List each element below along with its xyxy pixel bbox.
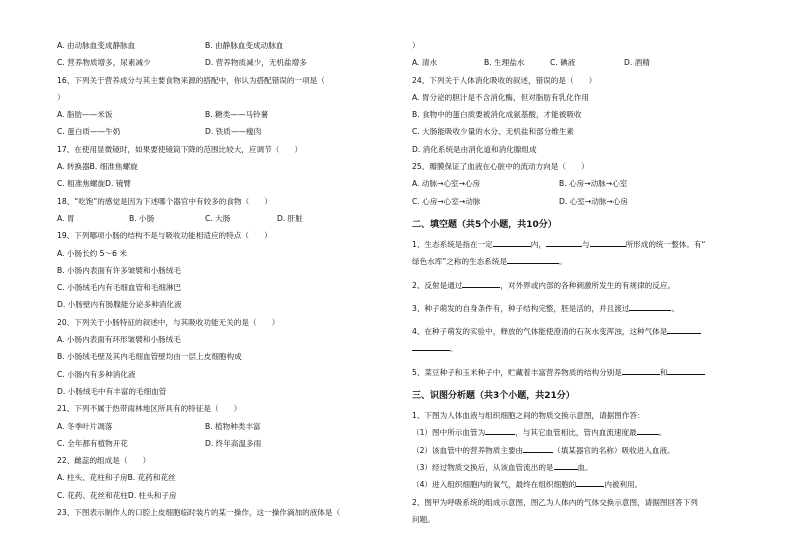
fill-1-text-a: 1、生态系统是指在一定 — [412, 239, 493, 249]
read-1-q4-blank[interactable] — [576, 476, 604, 487]
fill-3-text-b: 。 — [671, 303, 680, 313]
fill-5 — [412, 364, 757, 381]
q16-option-b: B. 糖类——马铃薯 — [205, 110, 269, 120]
fill-4-text-b: 。 — [450, 344, 458, 354]
q16-options-row2 — [57, 123, 392, 140]
read-1-q4 — [412, 476, 757, 493]
fill-1-blank-4[interactable] — [507, 253, 559, 264]
q21-options-row1 — [57, 418, 392, 435]
read-1-q1-text-b: ，与其它血管相比，管内血流速度最 — [515, 428, 637, 438]
fill-1-text-f: 。 — [559, 257, 567, 267]
q16-option-d: D. 铁质——瘦肉 — [205, 127, 262, 137]
q25-options-row2 — [412, 193, 757, 210]
q15-options-row1 — [57, 37, 392, 54]
q18-stem: 18、“吃饱”的感觉是因为下述哪个器官中有较多的食物（ ） — [57, 196, 272, 206]
fill-1-line1 — [412, 236, 757, 253]
q19-stem: 19、下列哪项小肠的结构不是与吸收功能相适应的特点（ ） — [57, 231, 272, 241]
q21-stem: 21、下列不属于热带雨林地区所具有的特征是（ ） — [57, 404, 242, 414]
q16-option-a: A. 脂肪——米饭 — [57, 110, 113, 120]
section-figure-analysis-title: 三、识图分析题（共3个小题，共21分） — [412, 391, 575, 402]
read-2-stem: 2、图甲为呼吸系统的组成示意图，图乙为人体内的气体交换示意图，请据图回答下列 — [412, 497, 698, 507]
read-1-q1 — [412, 424, 757, 441]
q17-options-row1: A. 转换器B. 细准焦螺旋 — [57, 162, 138, 172]
q17-stem: 17、在使用显微镜时，如果要使镜筒下降的范围比较大，应调节（ ） — [57, 144, 303, 154]
q16-stem-close: ） — [57, 92, 65, 102]
q15-option-a: A. 由动脉血变成静脉血 — [57, 41, 136, 50]
section-fill-blank-title: 二、填空题（共5个小题，共10分） — [412, 219, 557, 230]
q22-options-row1: A. 柱头、花柱和子房B. 花药和花丝 — [57, 473, 176, 483]
read-1-stem: 1、下图为人体血液与组织细胞之间的物质交换示意图，请据图作答： — [412, 411, 645, 421]
q24-option-a: A. 胃分泌的胆汁是不含消化酶，但对脂肪有乳化作用 — [412, 92, 589, 102]
read-1-q4-text-b: 内被利用。 — [604, 480, 643, 490]
q19-option-d: D. 小肠壁内有肠腺能分泌多种消化液 — [57, 300, 182, 310]
q24-option-c: C. 大肠能吸收少量的水分、无机盐和部分维生素 — [412, 127, 575, 137]
fill-3-text-a: 3、种子萌发的自身条件有，种子结构完整，胚是活的，并且渡过 — [412, 303, 630, 313]
q18-option-b: B. 小肠 — [129, 213, 155, 223]
q18-option-d: D. 肝脏 — [277, 213, 303, 223]
q24-stem: 24、下列关于人体消化吸收的叙述，错误的是（ ） — [412, 75, 597, 85]
q23-stem-close: ） — [412, 41, 420, 50]
q20-option-d: D. 小肠绒毛中有丰富的毛细血管 — [57, 386, 167, 396]
q19-option-b: B. 小肠内表面有许多皱襞和小肠绒毛 — [57, 265, 181, 275]
read-1-q2 — [412, 442, 757, 459]
q17-options-row2: C. 粗准焦螺旋D. 镜臂 — [57, 179, 131, 189]
q15-option-b: B. 由静脉血变成动脉血 — [205, 41, 284, 50]
fill-1-text-e: 绿色水库”之称的生态系统是 — [412, 257, 508, 267]
fill-3 — [412, 300, 757, 317]
q20-option-c: C. 小肠内有多种消化液 — [57, 369, 136, 379]
q15-option-c: C. 营养物质增多，尿素减少 — [57, 58, 151, 68]
read-1-q2-text-a: （2）该血管中的营养物质主要由 — [412, 445, 524, 455]
fill-4-line2 — [412, 340, 757, 357]
fill-4-blank-2[interactable] — [412, 340, 450, 351]
q23-option-c: C. 碘液 — [550, 58, 576, 68]
q15-options-row2 — [57, 54, 392, 71]
fill-1-blank-3[interactable] — [590, 236, 626, 247]
read-1-q3-blank[interactable] — [554, 459, 578, 470]
read-1-q1-blank-1[interactable] — [485, 424, 515, 435]
fill-2-blank[interactable] — [462, 277, 500, 288]
fill-1-text-d: 所形成的统一整体。有“ — [625, 239, 706, 249]
q20-option-a: A. 小肠内表面有环形皱襞和小肠绒毛 — [57, 335, 181, 345]
q18-options — [57, 210, 392, 227]
read-2-stem-cont: 问题。 — [412, 514, 435, 524]
read-1-q3 — [412, 459, 757, 476]
read-1-q2-blank[interactable] — [523, 442, 553, 453]
q25-option-c: C. 心房→心室→动脉 — [412, 196, 481, 206]
q19-option-c: C. 小肠绒毛内有毛细血管和毛细淋巴 — [57, 283, 182, 293]
fill-1-text-b: 内， — [530, 239, 546, 249]
q25-option-b: B. 心房→动脉→心室 — [559, 179, 628, 189]
fill-4-line1 — [412, 323, 757, 340]
read-1-q1-text-a: （1）图中所示血管为 — [412, 428, 486, 438]
read-1-q1-text-c: 。 — [658, 428, 667, 438]
q25-option-a: A. 动脉→心室→心房 — [412, 179, 481, 189]
q25-option-d: D. 心室→动脉→心房 — [559, 196, 628, 206]
fill-3-blank[interactable] — [629, 300, 671, 311]
fill-5-text-a: 5、菜豆种子和玉米种子中，贮藏着丰富营养物质的结构分别是 — [412, 367, 622, 377]
q19-option-a: A. 小肠长约 5～6 米 — [57, 248, 127, 258]
fill-5-blank-2[interactable] — [667, 364, 705, 375]
fill-4-blank-1[interactable] — [667, 323, 701, 334]
fill-4-text-a: 4、在种子萌发的实验中，释放的气体能使澄清的石灰水变浑浊，这种气体是 — [412, 327, 668, 337]
left-column — [57, 37, 392, 521]
q20-stem: 20、下列关于小肠特征的叙述中，与其吸收功能无关的是（ ） — [57, 317, 280, 327]
fill-1-blank-2[interactable] — [546, 236, 582, 247]
q21-option-d: D. 终年高温多雨 — [205, 438, 262, 448]
q25-options-row1 — [412, 175, 757, 192]
q16-option-c: C. 蛋白质——牛奶 — [57, 127, 121, 137]
q21-option-b: B. 植物种类丰富 — [205, 421, 261, 431]
q23-option-d: D. 酒精 — [624, 58, 650, 68]
q20-option-b: B. 小肠绒毛壁及其内毛细血管壁均由一层上皮细胞构成 — [57, 352, 242, 362]
fill-1-blank-1[interactable] — [493, 236, 531, 247]
q15-option-d: D. 营养物质减少，无机盐增多 — [205, 58, 307, 68]
q16-stem: 16、下列关于营养成分与其主要食物来源的搭配中，你认为搭配错误的一项是（ — [57, 75, 325, 85]
fill-2 — [412, 277, 757, 294]
q24-option-d: D. 消化系统是由消化道和消化腺组成 — [412, 144, 537, 154]
q22-options-row2: C. 花药、花丝和花柱D. 柱头和子房 — [57, 490, 177, 500]
q21-option-a: A. 冬季叶片凋落 — [57, 421, 113, 431]
read-1-q3-text-b: 血。 — [577, 462, 593, 472]
q23-option-a: A. 清水 — [412, 58, 438, 68]
fill-5-blank-1[interactable] — [622, 364, 660, 375]
read-1-q3-text-a: （3）经过物质交换后，从该血管流出的是 — [412, 462, 554, 472]
read-1-q4-text-a: （4）进入组织细胞内的氧气，最终在组织细胞的 — [412, 480, 577, 490]
right-column — [412, 37, 757, 528]
fill-1-text-c: 与 — [581, 239, 590, 249]
fill-1-line2 — [412, 253, 757, 270]
q24-option-b: B. 食物中的蛋白质要被消化成氨基酸，才能被吸收 — [412, 110, 582, 120]
read-1-q2-text-b: （填某器官的名称）吸收进入血液。 — [553, 445, 675, 455]
fill-5-text-b: 和 — [659, 367, 668, 377]
q25-stem: 25、瓣膜保证了血液在心脏中的流动方向是（ ） — [412, 162, 589, 172]
q23-stem: 23、下图表示制作人的口腔上皮细胞临时装片的某一操作，这一操作滴加的液体是（ — [57, 508, 341, 518]
q23-options — [412, 54, 757, 71]
fill-2-text-b: ，对外界或内部的各种刺激所发生的有规律的反应。 — [500, 280, 676, 290]
read-1-q1-blank-2[interactable] — [637, 424, 659, 435]
q16-options-row1 — [57, 106, 392, 123]
q21-option-c: C. 全年都有植物开花 — [57, 438, 128, 448]
q18-option-c: C. 大肠 — [205, 213, 231, 223]
q18-option-a: A. 胃 — [57, 213, 75, 223]
q23-option-b: B. 生理盐水 — [484, 58, 525, 68]
fill-2-text-a: 2、反射是通过 — [412, 280, 463, 290]
q22-stem: 22、雌蕊的组成是（ ） — [57, 456, 151, 466]
q21-options-row2 — [57, 435, 392, 452]
